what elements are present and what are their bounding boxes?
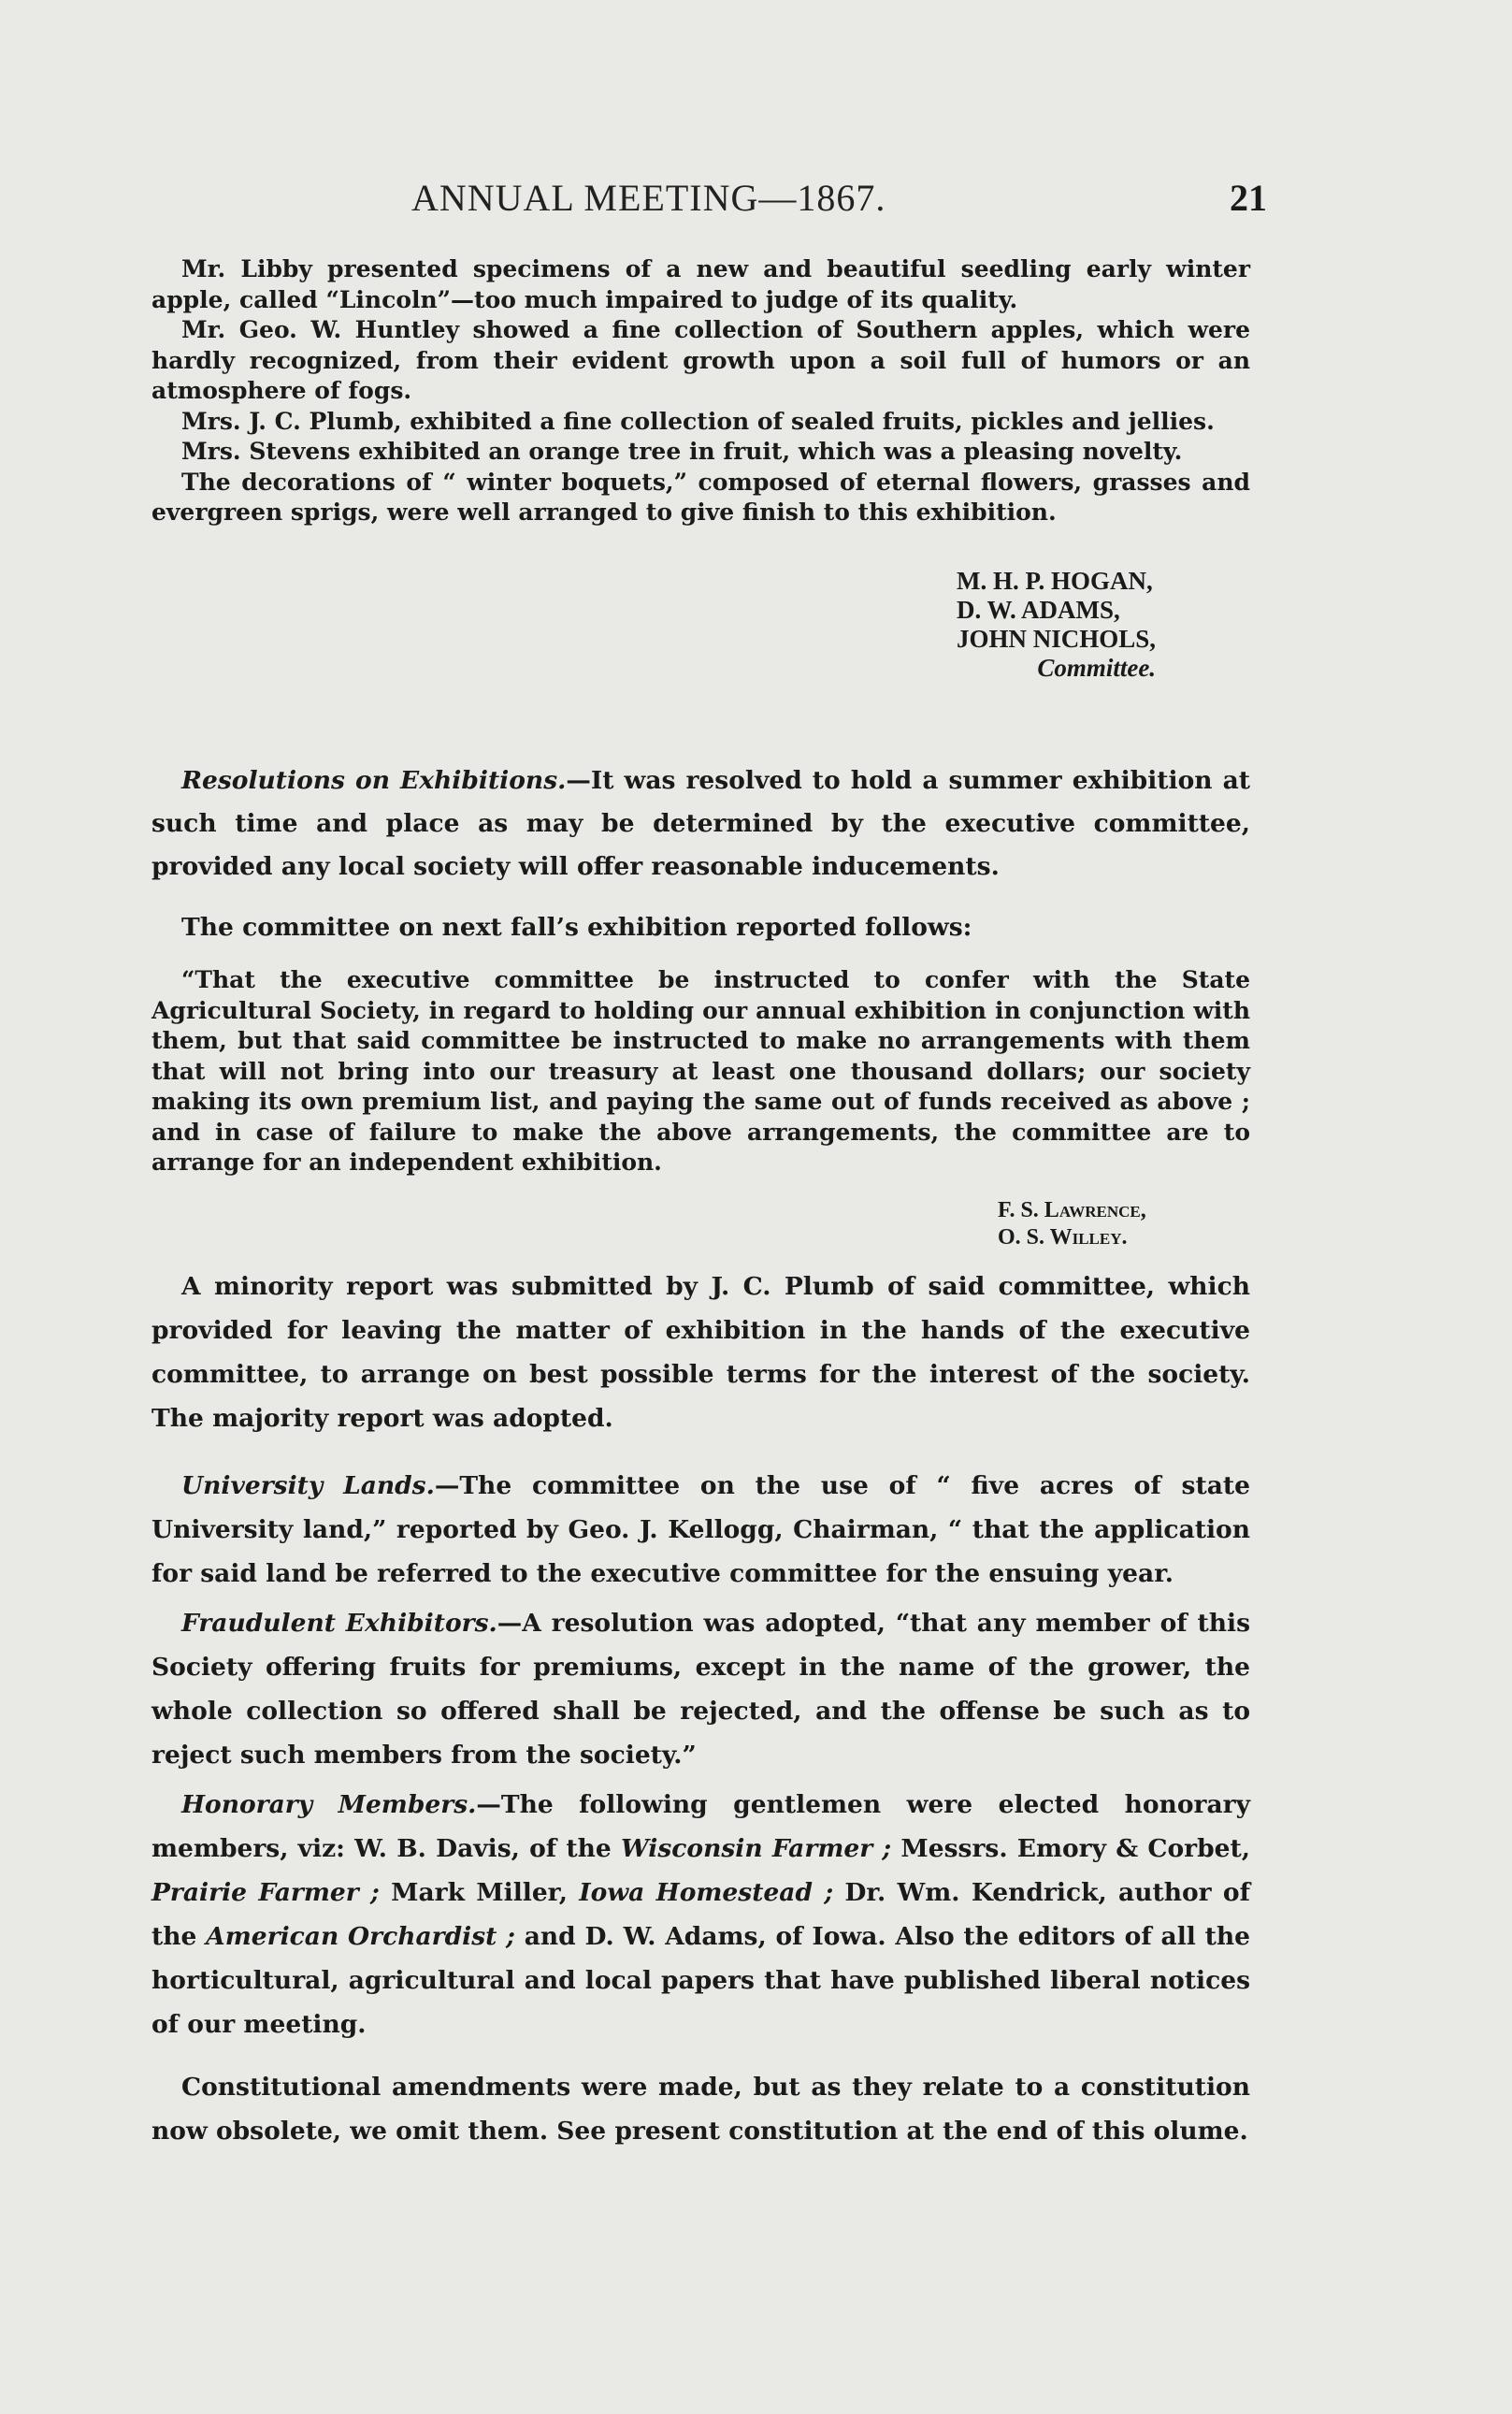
committee-report-quote: “That the executive committee be instructed to confer with the State Agricultural Society, in regard to holding our annual exhibition in conjunction with them, but that said committee be instructed to make no arrangements with them that will not bring into our treasury at least one thousand dollars; our society making its own premium list, and paying the same out of funds received as above ; and in case of failure to make the above arrangements, the committee are to arrange for an independent exhibition. [151,966,1250,1176]
honorary-members-heading: Honorary Members. [181,1790,477,1819]
constitutional-amendments-section [151,2065,1250,2153]
resolutions-section [151,759,1250,889]
honorary-members-text: —The following gentlemen were elected honorary members, viz: W. B. Davis, of the [151,1790,1250,1863]
resolutions-heading: Resolutions on Exhibitions. [181,766,567,795]
constitutional-amendments-paragraph: Constitutional amendments were made, but as they relate to a constitution now obsolete, we omit them. See present constitution at the end of this olume. [151,2073,1250,2146]
signatory-name: JOHN NICHOLS, [957,625,1157,653]
resolutions-text: —It was resolved to hold a summer exhibition at such time and place as may be determined by the executive committee, provided any local society will offer reasonable inducements. [151,766,1250,881]
publication-name: Wisconsin Farmer ; [620,1834,892,1863]
honorary-members-paragraph [151,1783,1250,2046]
paragraph-decorations: The decorations of “ winter boquets,” composed of eternal flowers, grasses and evergreen sprigs, were well arranged to give finish to this exhibition. [151,468,1250,526]
page-header [393,176,1267,232]
fraudulent-exhibitors-paragraph [151,1601,1250,1777]
signatory-name: M. H. P. HOGAN, [957,567,1153,595]
minority-report-paragraph: A minority report was submitted by J. C. Plumb of said committee, which provided for leaving the matter of exhibition in the hands of the executive committee, to arrange on best possible terms for the interest of the society. The majority report was adopted. [151,1272,1250,1433]
publication-name: Prairie Farmer ; [151,1878,380,1907]
running-title: ANNUAL MEETING—1867. [411,177,886,219]
fraudulent-exhibitors-text: —A resolution was adopted, “that any member of this Society offering fruits for premiums, except in the name of the grower, the whole collection so offered shall be rejected, and the offense be such as to reject such members from the society.” [151,1609,1250,1770]
paragraph-plumb: Mrs. J. C. Plumb, exhibited a fine collection of sealed fruits, pickles and jellies. [181,407,1215,435]
page-number: 21 [1230,177,1267,219]
committee-signature [957,567,1156,683]
signatory-name: F. S. Lawrence, [998,1198,1146,1222]
paragraph-huntley: Mr. Geo. W. Huntley showed a fine collection of Southern apples, which were hardly recognized, from their evident growth upon a soil full of humors or an atmosphere of fogs. [151,316,1250,404]
honorary-members-text: Messrs. Emory & Corbet, [891,1834,1250,1863]
committee-label: Committee. [1037,654,1157,682]
intro-section [151,254,1250,528]
paragraph-libby: Mr. Libby presented specimens of a new and beautiful seedling early winter apple, called “Lincoln”—too much impaired to judge of its quality. [151,255,1250,313]
honorary-members-text: Mark Miller, [379,1878,580,1907]
publication-name: American Orchardist ; [206,1922,515,1951]
report-signature [998,1197,1146,1251]
publication-name: Iowa Homestead ; [579,1878,834,1907]
honorary-members-text: and D. W. Adams, of Iowa. Also the editors of all the horticultural, agricultural and local papers that have published liberal notices of our meeting. [151,1922,1250,2039]
honorary-members-section [151,1783,1250,2046]
fraudulent-exhibitors-heading: Fraudulent Exhibitors. [181,1609,497,1638]
committee-report-section [151,965,1250,1178]
signatory-name: O. S. Willey. [998,1225,1128,1250]
honorary-members-text: Dr. Wm. Kendrick, author of the [151,1878,1251,1951]
committee-report-intro: The committee on next fall’s exhibition reported follows: [181,913,972,942]
fraudulent-exhibitors-section [151,1601,1250,1777]
university-lands-paragraph [151,1464,1250,1596]
paragraph-stevens: Mrs. Stevens exhibited an orange tree in fruit, which was a pleasing novelty. [181,438,1183,465]
resolutions-paragraph [151,759,1250,889]
university-lands-heading: University Lands. [181,1471,435,1500]
signatory-name: D. W. ADAMS, [957,596,1120,624]
university-lands-section [151,1464,1250,1596]
university-lands-text: —The committee on the use of “ five acres of state University land,” reported by Geo. J. Kellogg, Chairman, “ that the application for said land be referred to the executive committee for the ensuing year. [151,1471,1250,1588]
minority-report-section [151,1265,1250,1440]
committee-report-intro-section [151,905,1250,949]
